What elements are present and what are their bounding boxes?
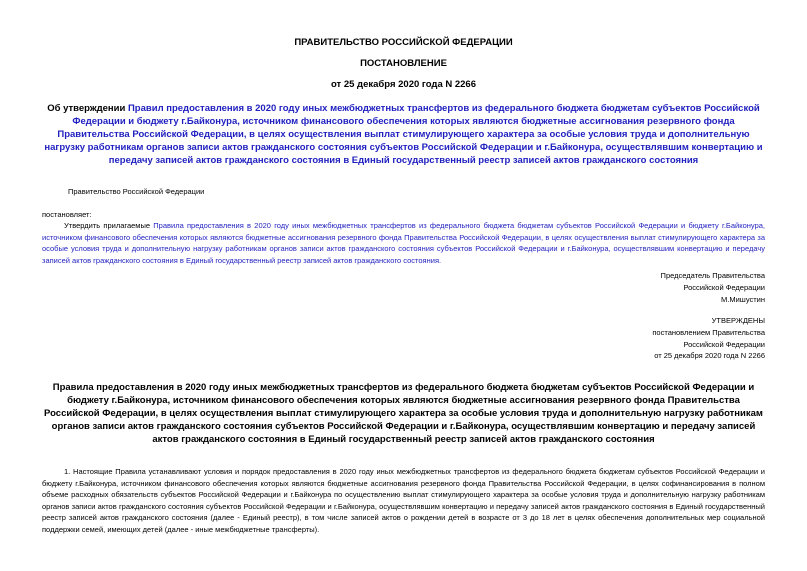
- decree-rules-link[interactable]: Правила предоставления в 2020 году иных межбюджетных трансфертов из федерального бюджета бюджетам субъектов Российской Федерации и бюджету г.Байконура, источником финансового обеспечения которых являются бюджетные ассигнования резервного фонда Правительства Российской Федерации, в целях осуществления выплат стимулирующего характера за особые условия труда и дополнительную нагрузку работникам органов записи актов гражданского состояния субъектов Российской Федерации и г.Байконура, осуществлявшим конвертацию и передачу записей актов гражданского состояния в Единый государственный реестр записей актов гражданского состояния.: [42, 221, 765, 265]
- signature-position: Председатель Правительства: [660, 271, 765, 280]
- approved-date: от 25 декабря 2020 года N 2266: [654, 351, 765, 361]
- rules-title: Правила предоставления в 2020 году иных межбюджетных трансфертов из федерального бюджета бюджетам субъектов Российской Федерации и бюджету г.Байконура, источником финансового обеспечения которых являются бюджетные ассигнования резервного фонда Правительства Российской Федерации, в целях осуществления выплат стимулирующего характера за особые условия труда и дополнительную нагрузку работникам органов записи актов гражданского состояния субъектов Российской Федерации и г.Байконура, осуществлявшим конвертацию и передачу записей актов гражданского состояния в Единый государственный реестр записей актов гражданского состояния: [44, 382, 763, 445]
- approval-title: [42, 102, 765, 167]
- government-header: ПРАВИТЕЛЬСТВО РОССИЙСКОЙ ФЕДЕРАЦИИ: [294, 37, 513, 48]
- government-label: Правительство Российской Федерации: [68, 187, 205, 196]
- signature-block: [661, 270, 765, 305]
- decree-text: [42, 220, 765, 266]
- rules-link[interactable]: Правил предоставления в 2020 году иных межбюджетных трансфертов из федерального бюджета бюджетам субъектов Российской Федерации и бюджету г.Байконура, источником финансового обеспечения которых являются бюджетные ассигнования резервного фонда Правительства Российской Федерации, в целях осуществления выплат стимулирующего характера за особые условия труда и дополнительную нагрузку работникам органов записи актов гражданского состояния субъектов Российской Федерации и г.Байконура, осуществлявшим конвертацию и передачу записей актов гражданского состояния в Единый государственный реестр записей актов гражданского состояния: [44, 103, 763, 166]
- signature-name: М.Мишустин: [721, 294, 765, 304]
- decree-label: постановляет:: [42, 210, 92, 219]
- signature-country: Российской Федерации: [683, 282, 765, 292]
- approved-country: Российской Федерации: [683, 339, 765, 349]
- document-type: ПОСТАНОВЛЕНИЕ: [360, 58, 447, 69]
- rules-paragraph-1: 1. Настоящие Правила устанавливают условия и порядок предоставления в 2020 году иных межбюджетных трансфертов из федерального бюджета бюджетам субъектов Российской Федерации и бюджету г.Байконура, источником финансового обеспечения которых являются бюджетные ассигнования резервного фонда Правительства Российской Федерации, в целях софинансирования в полном объеме расходных обязательств субъектов Российской Федерации и г.Байконура по осуществлению выплат стимулирующего характера за особые условия труда и дополнительную нагрузку работникам органов записи актов гражданского состояния субъектов Российской Федерации и г.Байконура, осуществлявшим конвертацию и передачу записей актов гражданского состояния в Единый государственный реестр записей актов гражданского состояния (далее - Единый реестр), в том числе записей актов о рождении детей в возрасте от 3 до 18 лет в целях обеспечения дополнительных мер социальной поддержки семей, имеющих детей (далее - иные межбюджетные трансферты).: [42, 467, 765, 534]
- decree-prefix: Утвердить прилагаемые: [64, 221, 154, 230]
- approved-heading: УТВЕРЖДЕНЫ: [711, 316, 765, 325]
- document-date-number: от 25 декабря 2020 года N 2266: [330, 79, 476, 90]
- approved-block: [652, 315, 765, 362]
- title-prefix: Об утверждении: [47, 103, 128, 114]
- approved-by: постановлением Правительства: [652, 327, 765, 337]
